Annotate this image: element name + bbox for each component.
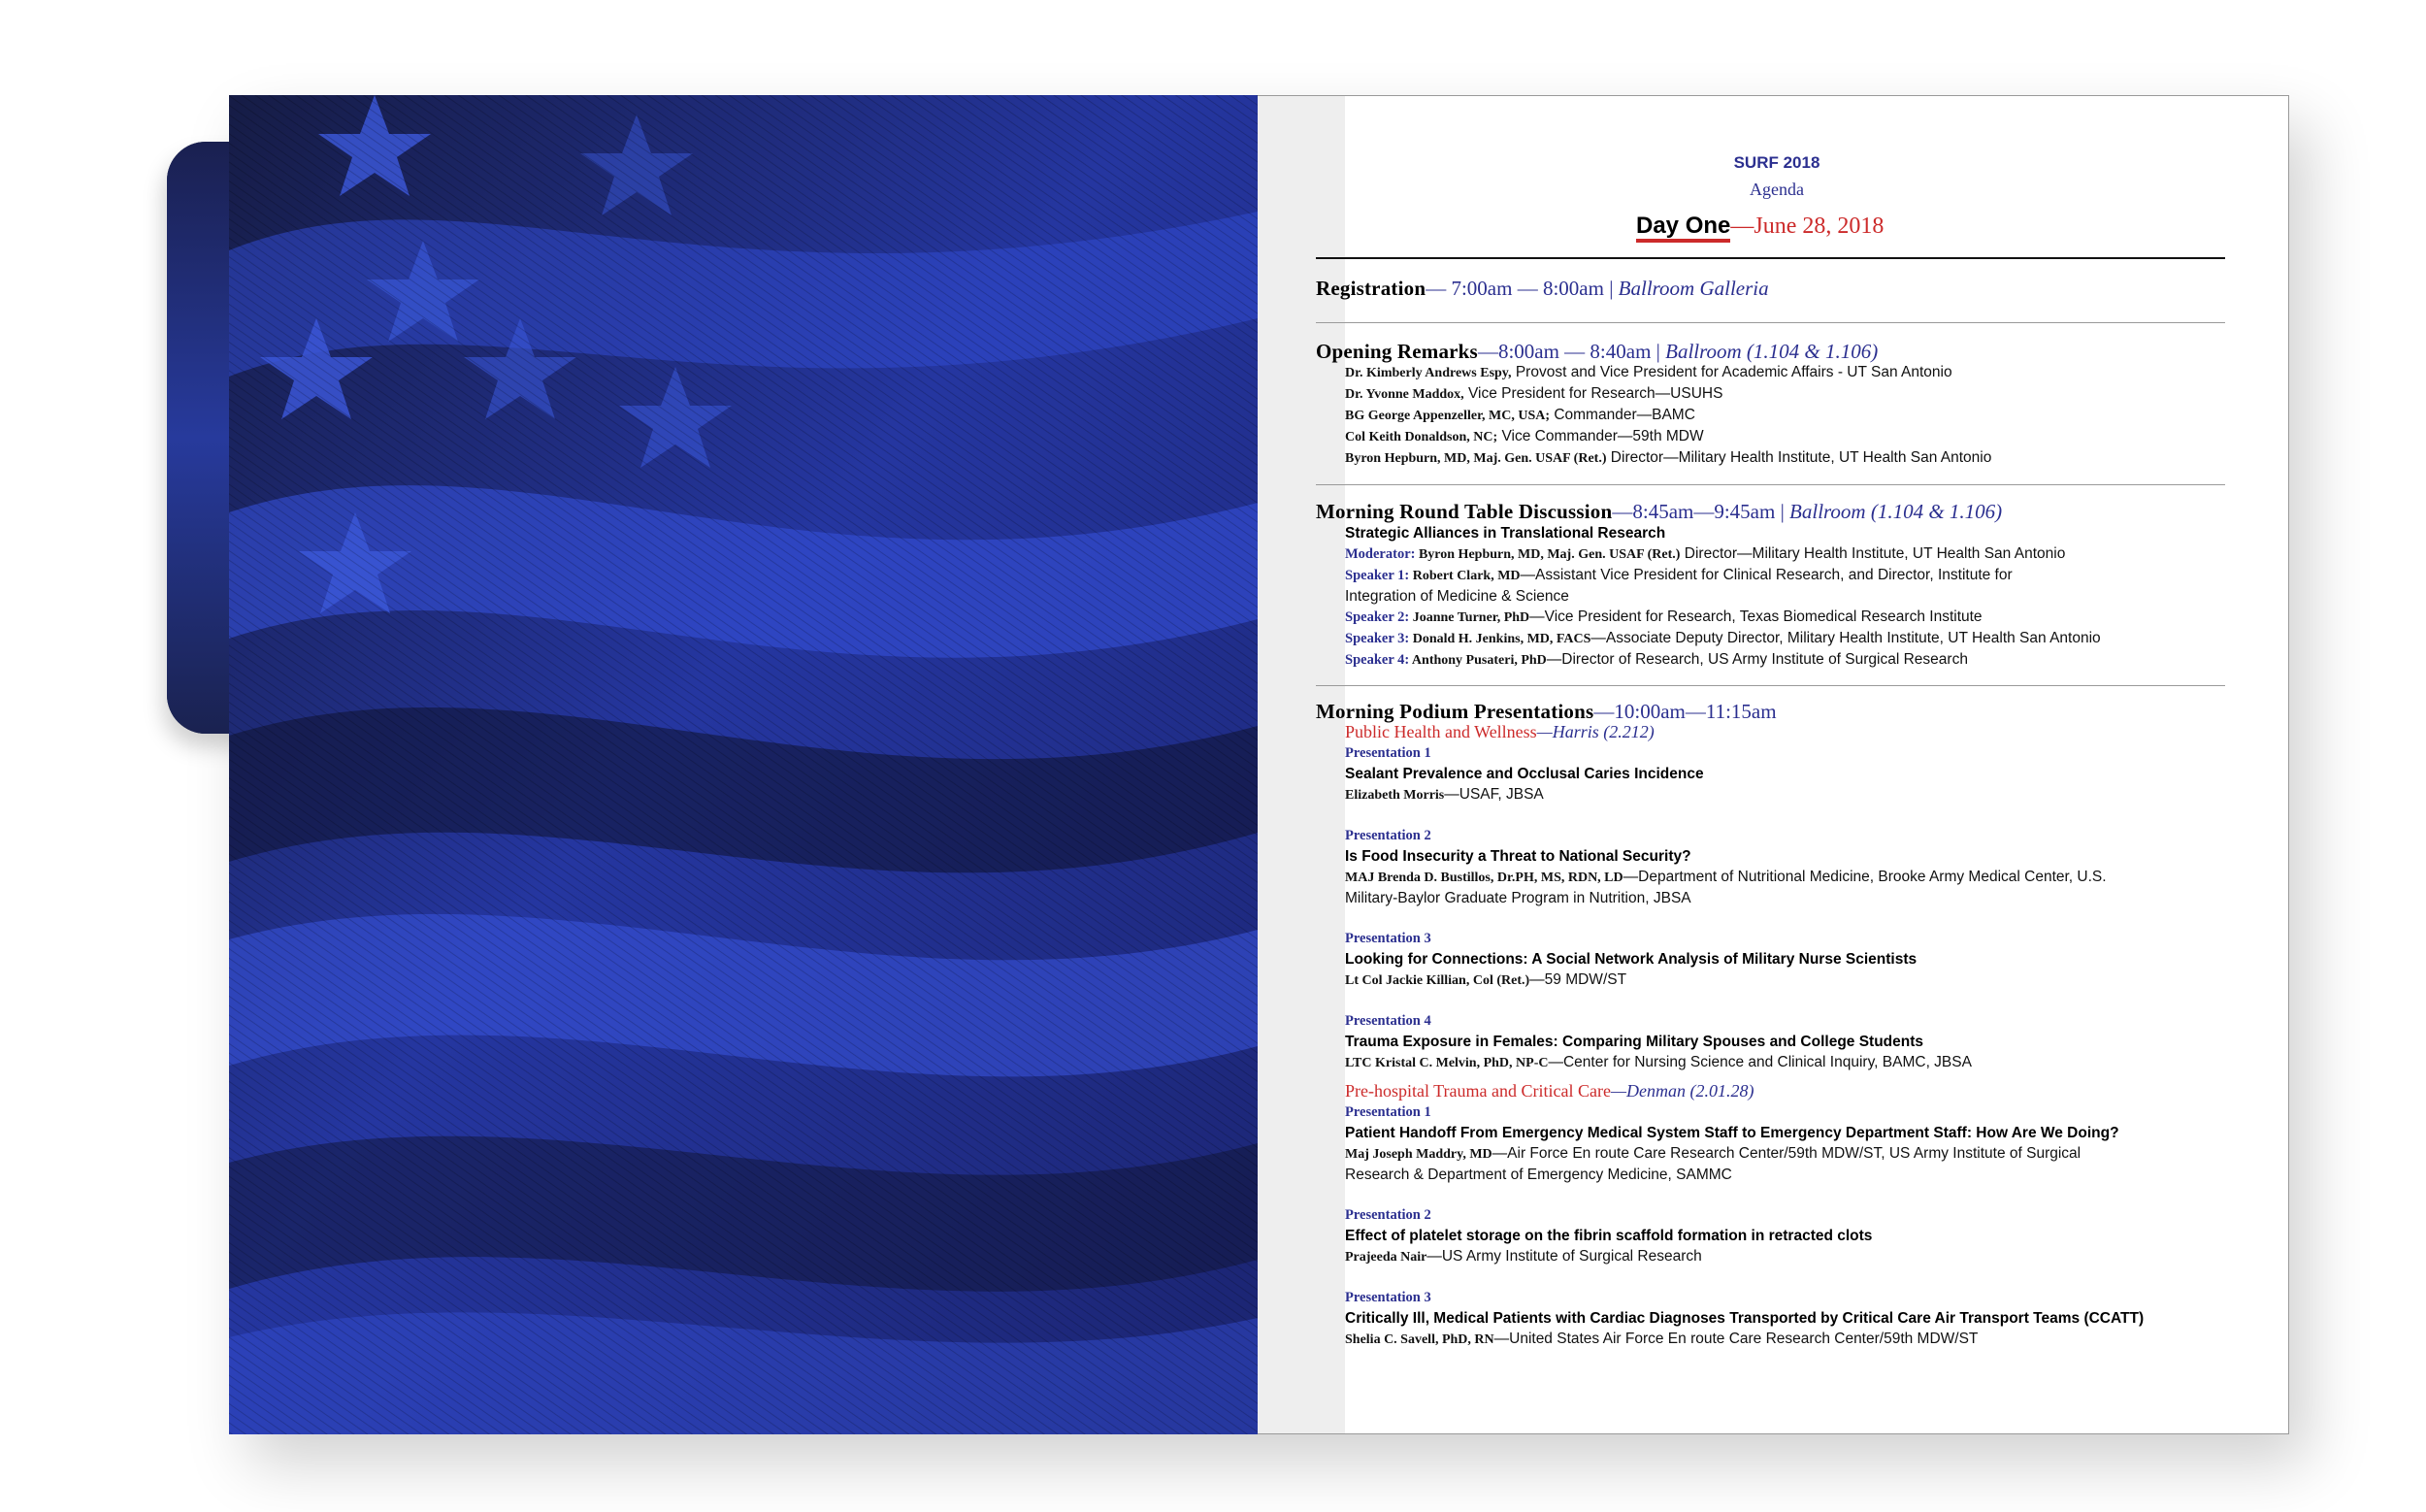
presenter-line [1345, 1052, 2144, 1073]
presentation-title: Sealant Prevalence and Occlusal Caries Incidence [1345, 766, 1704, 782]
speaker-role: Provost and Vice President for Academic Affairs - UT San Antonio [1511, 364, 1952, 380]
presenter-line [1345, 867, 2144, 888]
presentation-title: Trauma Exposure in Females: Comparing Military Spouses and College Students [1345, 1034, 1924, 1050]
speaker-role: Director—Military Health Institute, UT Health San Antonio [1606, 449, 1992, 466]
presenter-line [1345, 1143, 2144, 1165]
speaker-line [1345, 565, 2101, 586]
day-label: Day One [1636, 213, 1730, 243]
speaker-role: —Director of Research, US Army Institute of Surgical Research [1546, 651, 1968, 668]
moderator-role: Director—Military Health Institute, UT Health San Antonio [1680, 545, 2066, 562]
speaker-name: Byron Hepburn, MD, Maj. Gen. USAF (Ret.) [1345, 451, 1607, 466]
registration-heading [1316, 277, 1769, 301]
presentation-title: Critically Ill, Medical Patients with Cardiac Diagnoses Transported by Critical Care Air Transport Teams (CCATT) [1345, 1310, 2145, 1327]
presenter-affiliation: —59 MDW/ST [1529, 971, 1627, 988]
presenter-name: Maj Joseph Maddry, MD [1345, 1147, 1492, 1162]
speaker-label: Speaker 1: [1345, 568, 1410, 583]
registration-time: — 7:00am — 8:00am | [1426, 277, 1619, 300]
presentation-title: Is Food Insecurity a Threat to National Security? [1345, 848, 1691, 865]
day-date: —June 28, 2018 [1730, 214, 1885, 239]
opening-place: Ballroom (1.104 & 1.106) [1665, 340, 1879, 363]
speaker-line [1345, 628, 2101, 649]
presentation-label: Presentation 2 [1345, 1207, 1431, 1223]
moderator-line [1345, 543, 2101, 565]
moderator-name: Byron Hepburn, MD, Maj. Gen. USAF (Ret.) [1415, 547, 1681, 562]
presenter-name: MAJ Brenda D. Bustillos, Dr.PH, MS, RDN, LD [1345, 871, 1623, 885]
speaker-name: BG George Appenzeller, MC, USA; [1345, 409, 1551, 423]
track-room: —Denman (2.01.28) [1610, 1081, 1754, 1101]
presenter-line-cont: Research & Department of Emergency Medicine, SAMMC [1345, 1167, 1732, 1183]
speaker-label: Speaker 4: [1345, 652, 1410, 668]
header-divider [1316, 257, 2225, 259]
presenter-line [1345, 1246, 2144, 1267]
roundtable-heading [1316, 500, 2002, 524]
podium-heading [1316, 700, 1777, 724]
presentation-title: Effect of platelet storage on the fibrin scaffold formation in retracted clots [1345, 1228, 1873, 1244]
speaker-role: —Vice President for Research, Texas Biomedical Research Institute [1529, 608, 1983, 625]
presentation-label: Presentation 1 [1345, 745, 1431, 761]
speaker-role: —Assistant Vice President for Clinical Research, and Director, Institute for [1520, 567, 2013, 583]
podium-time: —10:00am—11:15am [1593, 700, 1777, 723]
presenter-affiliation: —USAF, JBSA [1444, 786, 1544, 803]
speaker-role: —Associate Deputy Director, Military Health Institute, UT Health San Antonio [1590, 630, 2101, 646]
podium-title: Morning Podium Presentations [1316, 700, 1594, 723]
speaker-label: Speaker 3: [1345, 631, 1410, 646]
presentation-title: Looking for Connections: A Social Network Analysis of Military Nurse Scientists [1345, 951, 1918, 968]
event-title: SURF 2018 [1733, 153, 1820, 172]
presenter-line [1345, 1329, 2144, 1350]
section-divider [1316, 322, 2225, 323]
presenter-name: LTC Kristal C. Melvin, PhD, NP-C [1345, 1056, 1549, 1070]
speaker-name: Col Keith Donaldson, NC; [1345, 430, 1498, 444]
roundtable-topic: Strategic Alliances in Translational Research [1345, 525, 1666, 542]
speaker-line [1345, 607, 2101, 628]
american-flag-image [229, 95, 1258, 1434]
presenter-name: Prajeeda Nair [1345, 1250, 1427, 1265]
speaker-line [1345, 649, 2101, 671]
opening-heading [1316, 340, 1878, 364]
presenter-affiliation: —United States Air Force En route Care Research Center/59th MDW/ST [1493, 1331, 1979, 1347]
registration-title: Registration [1316, 277, 1426, 300]
presentation-label: Presentation 1 [1345, 1104, 1431, 1120]
speaker-role: Vice Commander—59th MDW [1497, 428, 1704, 444]
presenter-affiliation: —Air Force En route Care Research Center/59th MDW/ST, US Army Institute of Surgical [1492, 1145, 2082, 1162]
presentation-label: Presentation 3 [1345, 1290, 1431, 1305]
speaker-line [1345, 383, 1991, 405]
speaker-line [1345, 362, 1991, 383]
speaker-line-cont: Integration of Medicine & Science [1345, 588, 1569, 605]
speaker-line [1345, 426, 1991, 447]
speaker-name: Dr. Yvonne Maddox, [1345, 387, 1464, 402]
agenda-subtitle: Agenda [1750, 180, 1804, 199]
speaker-line [1345, 447, 1991, 469]
speaker-role: Vice President for Research—USUHS [1463, 385, 1723, 402]
section-divider [1316, 685, 2225, 686]
registration-place: Ballroom Galleria [1618, 277, 1769, 300]
podium-track1 [1345, 722, 2144, 1350]
track-room: —Harris (2.212) [1536, 722, 1655, 741]
presentation-label: Presentation 4 [1345, 1013, 1431, 1029]
speaker-name: Anthony Pusateri, PhD [1409, 653, 1547, 668]
day-heading [1636, 213, 1884, 240]
opening-speakers [1345, 362, 1991, 469]
presenter-affiliation: —Center for Nursing Science and Clinical Inquiry, BAMC, JBSA [1548, 1054, 1972, 1070]
presentation-label: Presentation 2 [1345, 828, 1431, 843]
moderator-label: Moderator: [1345, 546, 1416, 562]
opening-time: —8:00am — 8:40am | [1477, 340, 1666, 363]
section-divider [1316, 484, 2225, 485]
roundtable-place: Ballroom (1.104 & 1.106) [1789, 500, 2003, 523]
presenter-name: Lt Col Jackie Killian, Col (Ret.) [1345, 973, 1530, 988]
track-name: Public Health and Wellness [1345, 722, 1537, 741]
speaker-name: Dr. Kimberly Andrews Espy, [1345, 366, 1512, 380]
speaker-name: Donald H. Jenkins, MD, FACS [1409, 632, 1591, 646]
presenter-line [1345, 970, 2144, 991]
speaker-line [1345, 405, 1991, 426]
track-heading [1345, 722, 2144, 743]
roundtable-time: —8:45am—9:45am | [1612, 500, 1790, 523]
roundtable-details [1345, 523, 2101, 671]
presenter-affiliation: —US Army Institute of Surgical Research [1426, 1248, 1702, 1265]
track-heading [1345, 1081, 2144, 1102]
speaker-name: Robert Clark, MD [1409, 569, 1521, 583]
speaker-role: Commander—BAMC [1550, 407, 1695, 423]
presentation-title: Patient Handoff From Emergency Medical System Staff to Emergency Department Staff: How Are We Doing? [1345, 1125, 2119, 1141]
presenter-name: Shelia C. Savell, PhD, RN [1345, 1332, 1494, 1347]
presenter-line [1345, 784, 2144, 805]
presentation-label: Presentation 3 [1345, 931, 1431, 946]
speaker-name: Joanne Turner, PhD [1409, 610, 1530, 625]
presenter-line-cont: Military-Baylor Graduate Program in Nutrition, JBSA [1345, 890, 1691, 906]
agenda-page [1258, 95, 2289, 1434]
presenter-affiliation: —Department of Nutritional Medicine, Brooke Army Medical Center, U.S. [1623, 869, 2107, 885]
speaker-label: Speaker 2: [1345, 609, 1410, 625]
presenter-name: Elizabeth Morris [1345, 788, 1445, 803]
roundtable-title: Morning Round Table Discussion [1316, 500, 1613, 523]
opening-title: Opening Remarks [1316, 340, 1478, 363]
track-name: Pre-hospital Trauma and Critical Care [1345, 1081, 1611, 1101]
